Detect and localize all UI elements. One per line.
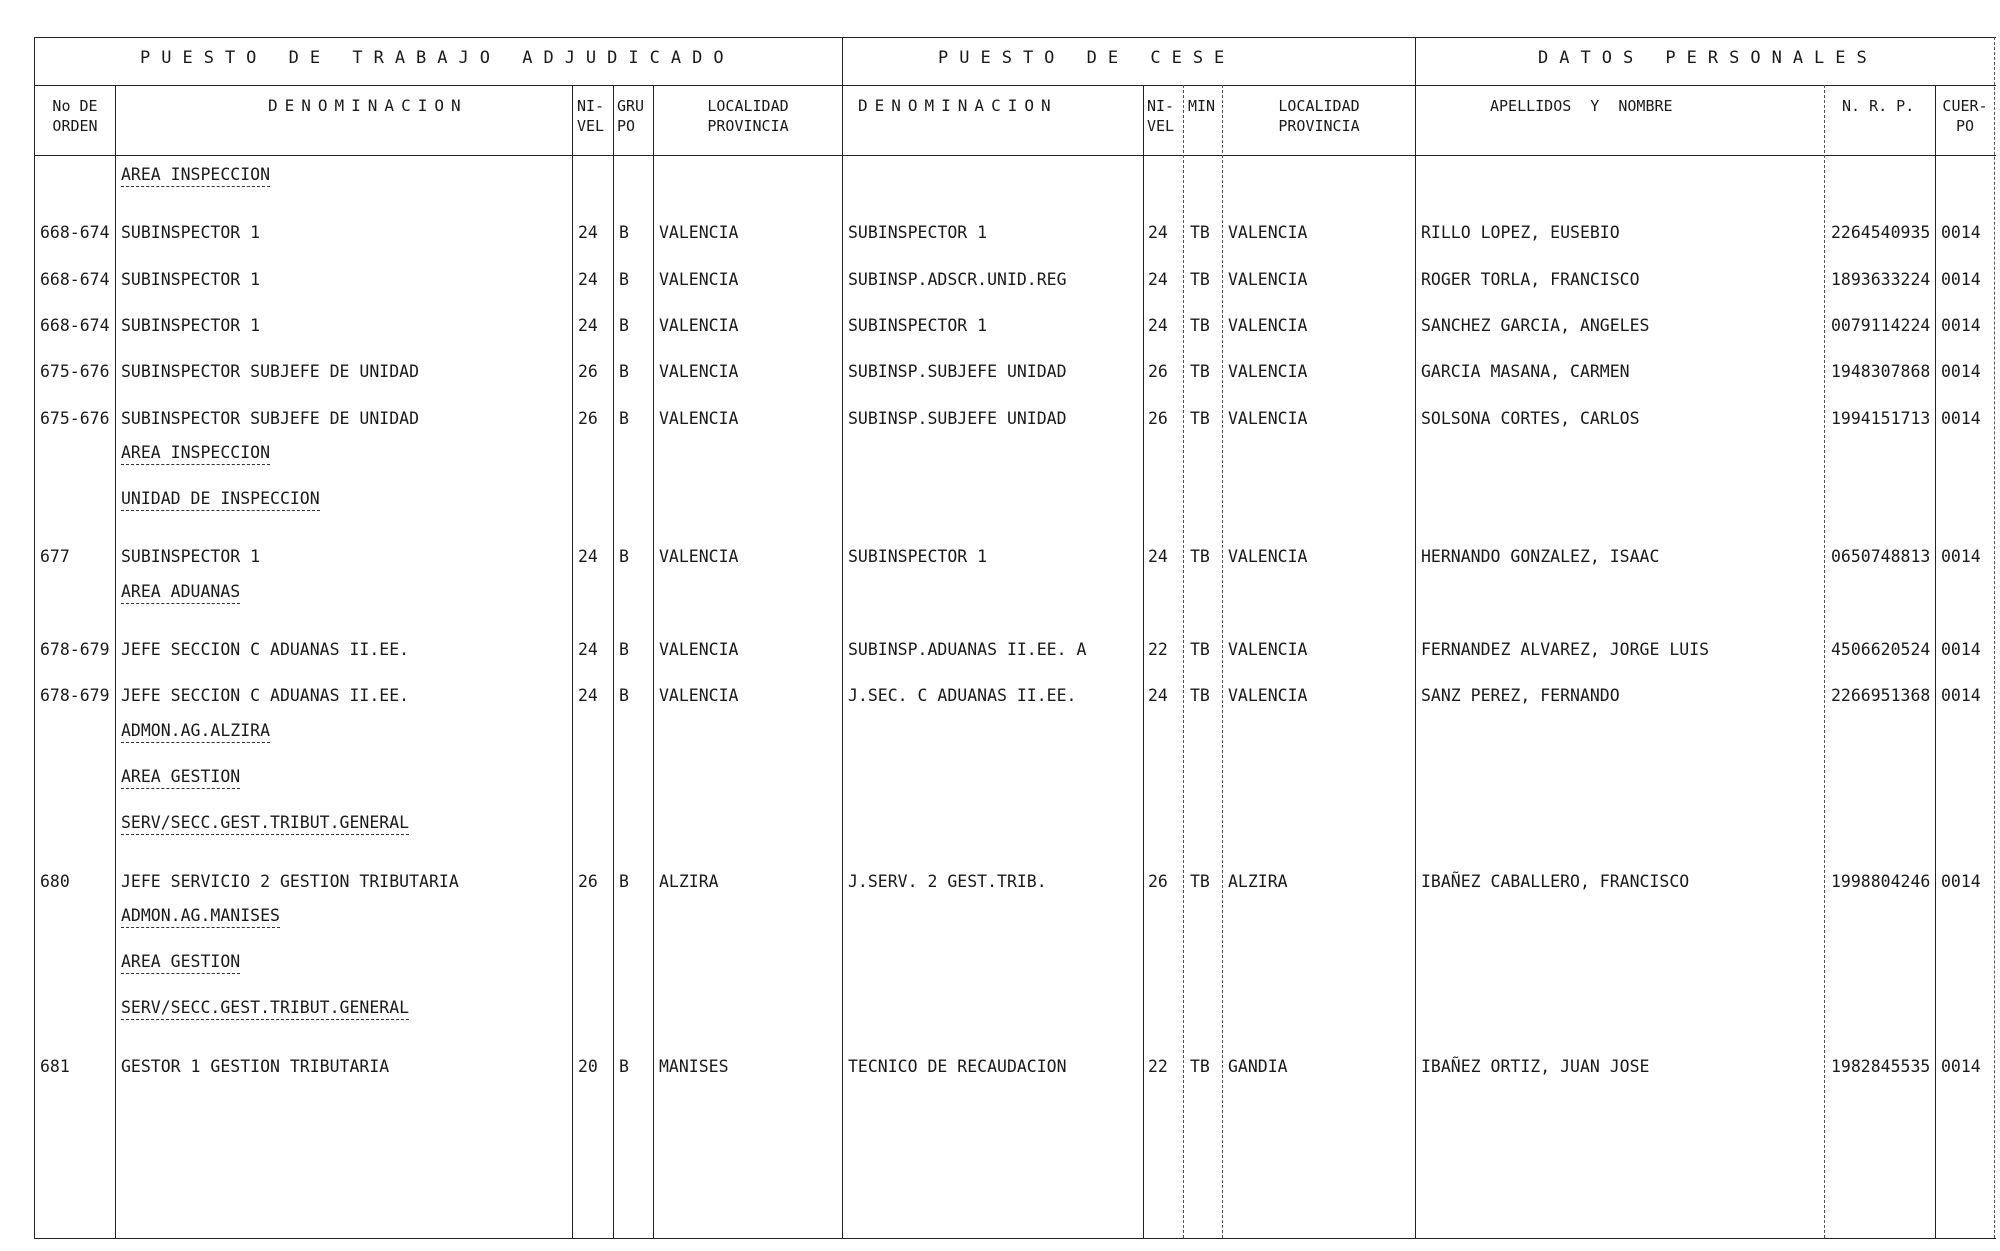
- bottom-rule: [34, 1238, 1996, 1239]
- cell-cese-denominacion: SUBINSPECTOR 1: [848, 223, 988, 242]
- section-label: AREA INSPECCION: [121, 165, 270, 187]
- cell-nombre: HERNANDO GONZALEZ, ISAAC: [1421, 547, 1660, 566]
- cell-localidad: VALENCIA: [659, 362, 739, 381]
- cell-grupo: B: [619, 547, 629, 566]
- header-localidad-2: PROVINCIA: [707, 117, 789, 135]
- header-orden-1: No DE: [52, 97, 98, 115]
- cell-cese-denominacion: SUBINSPECTOR 1: [848, 316, 988, 335]
- cell-cese-localidad: VALENCIA: [1228, 409, 1308, 428]
- section-label: AREA ADUANAS: [121, 582, 240, 604]
- header-cese-nivel: [1147, 96, 1174, 136]
- cell-grupo: B: [619, 223, 629, 242]
- col-line-cden: [1143, 85, 1144, 1238]
- col-line-right: [1994, 37, 1995, 1238]
- header-cuerpo-2: PO: [1955, 117, 1975, 135]
- header-cuerpo-1: CUER-: [1942, 97, 1988, 115]
- cell-denominacion: JEFE SECCION C ADUANAS II.EE.: [121, 686, 410, 705]
- header-grupo: [617, 96, 644, 136]
- cell-nivel: 26: [578, 362, 598, 381]
- col-line-min: [1222, 85, 1223, 1238]
- cell-nivel: 24: [578, 686, 598, 705]
- cell-cuerpo: 0014: [1941, 547, 1981, 566]
- cell-cuerpo: 0014: [1941, 686, 1981, 705]
- header-orden: [36, 96, 114, 136]
- cell-localidad: VALENCIA: [659, 270, 739, 289]
- cell-nrp: 0650748813: [1831, 547, 1931, 566]
- cell-nivel: 20: [578, 1057, 598, 1076]
- section-label: SERV/SECC.GEST.TRIBUT.GENERAL: [121, 998, 409, 1020]
- cell-localidad: VALENCIA: [659, 316, 739, 335]
- header-grupo-2: PO: [617, 117, 636, 135]
- cell-cese-denominacion: J.SEC. C ADUANAS II.EE.: [848, 686, 1077, 705]
- header-localidad-1: LOCALIDAD: [707, 97, 789, 115]
- cell-cese-localidad: VALENCIA: [1228, 362, 1308, 381]
- cell-denominacion: SUBINSPECTOR SUBJEFE DE UNIDAD: [121, 362, 420, 381]
- cell-orden: 668-674: [40, 316, 110, 335]
- cell-localidad: VALENCIA: [659, 223, 739, 242]
- cell-cuerpo: 0014: [1941, 223, 1981, 242]
- cell-cese-localidad: GANDIA: [1228, 1057, 1288, 1076]
- header-cuerpo: [1937, 96, 1993, 136]
- header-grupo-1: GRU: [617, 97, 645, 115]
- header-orden-2: ORDEN: [52, 117, 98, 135]
- cell-orden: 677: [40, 547, 70, 566]
- cell-orden: 675-676: [40, 362, 110, 381]
- header-nivel: [577, 96, 604, 136]
- cell-cese-denominacion: SUBINSP.SUBJEFE UNIDAD: [848, 409, 1067, 428]
- cell-cese-localidad: ALZIRA: [1228, 872, 1288, 891]
- cell-cese-localidad: VALENCIA: [1228, 316, 1308, 335]
- cell-cese-denominacion: SUBINSP.ADSCR.UNID.REG: [848, 270, 1067, 289]
- cell-localidad: VALENCIA: [659, 686, 739, 705]
- cell-cese-denominacion: SUBINSPECTOR 1: [848, 547, 988, 566]
- cell-cese-nivel: 26: [1148, 872, 1168, 891]
- cell-denominacion: SUBINSPECTOR SUBJEFE DE UNIDAD: [121, 409, 420, 428]
- cell-cese-min: TB: [1190, 640, 1210, 659]
- cell-cese-nivel: 24: [1148, 547, 1168, 566]
- cell-cuerpo: 0014: [1941, 872, 1981, 891]
- cell-denominacion: SUBINSPECTOR 1: [121, 316, 261, 335]
- cell-nombre: SANZ PEREZ, FERNANDO: [1421, 686, 1620, 705]
- col-line-orden: [115, 85, 116, 1238]
- header-cese-localidad-1: LOCALIDAD: [1278, 97, 1360, 115]
- cell-cese-min: TB: [1190, 547, 1210, 566]
- section-personales: DATOS PERSONALES: [1538, 48, 1878, 68]
- header-cese-denominacion: DENOMINACION: [858, 96, 1058, 115]
- cell-nrp: 1893633224: [1831, 270, 1931, 289]
- col-line-den: [572, 85, 573, 1238]
- cell-grupo: B: [619, 872, 629, 891]
- cell-grupo: B: [619, 686, 629, 705]
- cell-cuerpo: 0014: [1941, 270, 1981, 289]
- cell-nrp: 1998804246: [1831, 872, 1931, 891]
- cell-orden: 678-679: [40, 686, 110, 705]
- cell-cese-nivel: 24: [1148, 686, 1168, 705]
- cell-nrp: 2266951368: [1831, 686, 1931, 705]
- cell-orden: 681: [40, 1057, 70, 1076]
- cell-nombre: IBAÑEZ CABALLERO, FRANCISCO: [1421, 872, 1690, 891]
- cell-nombre: GARCIA MASANA, CARMEN: [1421, 362, 1630, 381]
- cell-nrp: 1982845535: [1831, 1057, 1931, 1076]
- section-label: ADMON.AG.MANISES: [121, 906, 280, 928]
- cell-cese-nivel: 24: [1148, 270, 1168, 289]
- cell-nombre: FERNANDEZ ALVAREZ, JORGE LUIS: [1421, 640, 1710, 659]
- cell-cese-min: TB: [1190, 316, 1210, 335]
- header-nivel-1: NI-: [577, 97, 605, 115]
- cell-localidad: VALENCIA: [659, 640, 739, 659]
- cell-cese-nivel: 24: [1148, 316, 1168, 335]
- cell-localidad: MANISES: [659, 1057, 729, 1076]
- cell-grupo: B: [619, 270, 629, 289]
- col-line-grupo: [653, 85, 654, 1238]
- cell-denominacion: SUBINSPECTOR 1: [121, 547, 261, 566]
- cell-nivel: 24: [578, 640, 598, 659]
- cell-cese-localidad: VALENCIA: [1228, 547, 1308, 566]
- cell-cuerpo: 0014: [1941, 640, 1981, 659]
- cell-nivel: 24: [578, 547, 598, 566]
- header-nrp: N. R. P.: [1842, 97, 1915, 115]
- section-label: AREA GESTION: [121, 952, 240, 974]
- cell-cese-nivel: 26: [1148, 409, 1168, 428]
- header-localidad: [655, 96, 841, 136]
- cell-cese-min: TB: [1190, 223, 1210, 242]
- cell-denominacion: SUBINSPECTOR 1: [121, 223, 261, 242]
- cell-nrp: 2264540935: [1831, 223, 1931, 242]
- cell-localidad: VALENCIA: [659, 409, 739, 428]
- cell-denominacion: GESTOR 1 GESTION TRIBUTARIA: [121, 1057, 390, 1076]
- cell-localidad: VALENCIA: [659, 547, 739, 566]
- cell-cese-denominacion: SUBINSP.SUBJEFE UNIDAD: [848, 362, 1067, 381]
- cell-grupo: B: [619, 640, 629, 659]
- header-cese-localidad-2: PROVINCIA: [1278, 117, 1360, 135]
- cell-nivel: 26: [578, 409, 598, 428]
- cell-nivel: 24: [578, 223, 598, 242]
- cell-grupo: B: [619, 362, 629, 381]
- cell-cuerpo: 0014: [1941, 409, 1981, 428]
- cell-cese-min: TB: [1190, 1057, 1210, 1076]
- header-rule: [34, 155, 1996, 156]
- section-rule: [34, 85, 1996, 86]
- cell-cese-nivel: 22: [1148, 640, 1168, 659]
- cell-nombre: ROGER TORLA, FRANCISCO: [1421, 270, 1640, 289]
- cell-orden: 675-676: [40, 409, 110, 428]
- cell-nombre: RILLO LOPEZ, EUSEBIO: [1421, 223, 1620, 242]
- section-label: SERV/SECC.GEST.TRIBUT.GENERAL: [121, 813, 409, 835]
- col-line-nivel: [613, 85, 614, 1238]
- header-cese-min: MIN: [1188, 97, 1216, 115]
- header-cese-localidad: [1224, 96, 1414, 136]
- cell-nrp: 1994151713: [1831, 409, 1931, 428]
- cell-cese-min: TB: [1190, 270, 1210, 289]
- cell-cese-localidad: VALENCIA: [1228, 270, 1308, 289]
- cell-grupo: B: [619, 409, 629, 428]
- cell-nivel: 26: [578, 872, 598, 891]
- cell-cese-nivel: 22: [1148, 1057, 1168, 1076]
- cell-denominacion: JEFE SERVICIO 2 GESTION TRIBUTARIA: [121, 872, 459, 891]
- col-line-cnivel: [1183, 85, 1184, 1238]
- section-label: AREA GESTION: [121, 767, 240, 789]
- cell-denominacion: JEFE SECCION C ADUANAS II.EE.: [121, 640, 410, 659]
- section-label: ADMON.AG.ALZIRA: [121, 721, 270, 743]
- cell-denominacion: SUBINSPECTOR 1: [121, 270, 261, 289]
- cell-cese-denominacion: SUBINSP.ADUANAS II.EE. A: [848, 640, 1087, 659]
- cell-cuerpo: 0014: [1941, 316, 1981, 335]
- cell-cese-min: TB: [1190, 686, 1210, 705]
- header-nivel-2: VEL: [577, 117, 605, 135]
- top-rule: [34, 37, 1996, 38]
- col-line-left: [34, 37, 35, 1238]
- cell-cuerpo: 0014: [1941, 1057, 1981, 1076]
- cell-cese-localidad: VALENCIA: [1228, 223, 1308, 242]
- cell-nombre: SOLSONA CORTES, CARLOS: [1421, 409, 1640, 428]
- header-cese-nivel-2: VEL: [1147, 117, 1175, 135]
- cell-localidad: ALZIRA: [659, 872, 719, 891]
- cell-cese-denominacion: TECNICO DE RECAUDACION: [848, 1057, 1067, 1076]
- cell-grupo: B: [619, 1057, 629, 1076]
- section-label: AREA INSPECCION: [121, 443, 270, 465]
- section-cese: PUESTO DE CESE: [938, 48, 1236, 68]
- cell-nrp: 4506620524: [1831, 640, 1931, 659]
- cell-nivel: 24: [578, 316, 598, 335]
- header-cese-nivel-1: NI-: [1147, 97, 1175, 115]
- cell-orden: 680: [40, 872, 70, 891]
- cell-cuerpo: 0014: [1941, 362, 1981, 381]
- cell-nombre: IBAÑEZ ORTIZ, JUAN JOSE: [1421, 1057, 1650, 1076]
- header-apellidos: APELLIDOS Y NOMBRE: [1490, 97, 1673, 115]
- cell-nivel: 24: [578, 270, 598, 289]
- cell-cese-localidad: VALENCIA: [1228, 686, 1308, 705]
- cell-cese-min: TB: [1190, 409, 1210, 428]
- cell-orden: 668-674: [40, 270, 110, 289]
- cell-cese-nivel: 24: [1148, 223, 1168, 242]
- cell-cese-min: TB: [1190, 362, 1210, 381]
- cell-cese-nivel: 26: [1148, 362, 1168, 381]
- cell-cese-min: TB: [1190, 872, 1210, 891]
- cell-orden: 678-679: [40, 640, 110, 659]
- section-label: UNIDAD DE INSPECCION: [121, 489, 320, 511]
- cell-nrp: 1948307868: [1831, 362, 1931, 381]
- cell-nombre: SANCHEZ GARCIA, ANGELES: [1421, 316, 1650, 335]
- col-line-nombre: [1824, 85, 1825, 1238]
- cell-nrp: 0079114224: [1831, 316, 1931, 335]
- cell-orden: 668-674: [40, 223, 110, 242]
- cell-grupo: B: [619, 316, 629, 335]
- col-line-nrp: [1935, 85, 1936, 1238]
- col-line-cese-end: [1415, 37, 1416, 1238]
- col-line-adjudicado-end: [842, 37, 843, 1238]
- cell-cese-denominacion: J.SERV. 2 GEST.TRIB.: [848, 872, 1047, 891]
- section-adjudicado: PUESTO DE TRABAJO ADJUDICADO: [140, 48, 735, 68]
- cell-cese-localidad: VALENCIA: [1228, 640, 1308, 659]
- header-denominacion: DENOMINACION: [268, 96, 468, 115]
